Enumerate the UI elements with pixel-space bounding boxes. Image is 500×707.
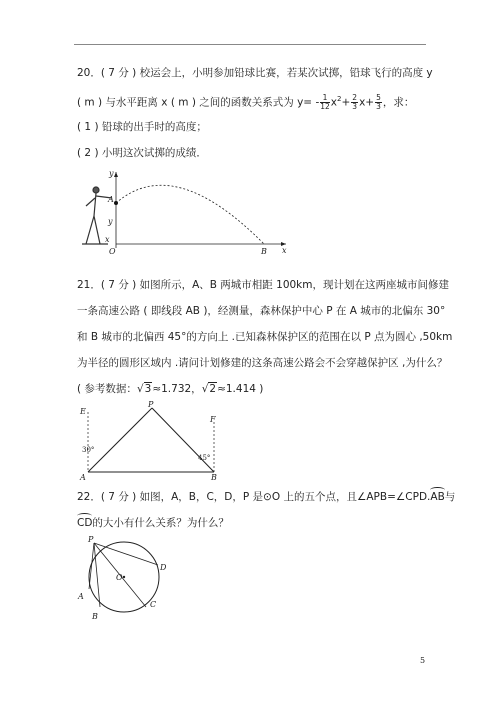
q20-line2: ( m ) 与水平距离 x ( m ) 之间的函数关系式为 y= - $\frac{1}{12}$ $x^2+$ $\frac{2}{3}$ x+ $\frac{5}{3}$ ，求： [77,93,415,111]
q20-line2-pre: ( m ) 与水平距离 x ( m ) 之间的函数关系式为 y= - [77,96,320,109]
segment-ap [88,408,152,472]
q20-figure [78,168,298,258]
q20-frac-5-3: $\frac{5}{3}$ [376,93,381,111]
q21-figure [80,400,230,480]
segment-pb [152,408,214,472]
label-p: P [148,400,154,409]
arc-ab: AB [430,491,445,503]
sqrt2-value: 2 [209,383,217,395]
q21-line3: 和 B 城市的北偏西 45°的方向上 .已知森林保护区的范围在以 P 点为圆心 ,50km [77,331,453,343]
segment-pa [89,543,94,589]
height-y-mark: y [108,217,113,226]
origin-label: O [109,247,116,256]
shot-trajectory [116,185,264,244]
q20-sub1: ( 1 ) 铅球的出手时的高度； [77,121,207,133]
y-axis-label: y [109,169,114,178]
label-p: P [88,535,94,544]
label-b: B [92,612,98,621]
q20-frac-2-3: $\frac{2}{3}$ [352,93,358,111]
q20-line1: 20．( 7 分 ) 校运会上，小明参加铅球比赛，若某次试掷，铅球飞行的高度 y [77,67,433,79]
q22-figure [74,535,184,625]
distance-x-mark: x [105,235,110,244]
q20-sub2: ( 2 ) 小明这次试掷的成绩． [77,147,207,159]
angle-45: 45° [198,454,211,462]
q22-line2: CD的大小有什么关系？为什么？ [77,517,229,529]
label-d: D [160,563,167,572]
angle-30: 30° [82,446,95,454]
q21-reference: ( 参考数据：√3≈1.732，√2≈1.414 ) [77,383,264,395]
q21-line4: 为半径的圆形区域内 .请问计划修建的这条高速公路会不会穿越保护区 ,为什么？ [77,357,448,369]
label-a: A [80,473,86,482]
label-c: C [150,600,157,609]
q21-line2: 一条高速公路 ( 即线段 AB )，经测量，森林保护中心 P 在 A 城市的北偏东 30° [77,305,446,317]
label-o: O [116,573,123,582]
label-e: E [80,407,86,416]
segment-pd [94,543,158,565]
point-a-label: A [108,195,114,204]
center-o [123,576,125,578]
x-axis-label: x [282,246,287,255]
q21-line1: 21．( 7 分 ) 如图所示，A、B 两城市相距 100km，现计划在这两座城市间修建 [77,279,449,291]
label-f: F [210,415,216,424]
label-b: B [211,473,217,482]
q20-frac-1-12: $\frac{1}{12}$ [320,93,330,111]
sqrt3-value: 3 [144,383,152,395]
header-rule [74,44,426,45]
shot-point [114,201,118,205]
q22-line1: 22．( 7 分 ) 如图，A，B，C，D，P 是⊙O 上的五个点，且∠APB=∠CPD.AB与 [77,491,456,503]
arc-cd: CD [77,517,93,529]
page-number: 5 [420,656,426,665]
label-a: A [78,592,84,601]
point-b-label: B [261,247,267,256]
